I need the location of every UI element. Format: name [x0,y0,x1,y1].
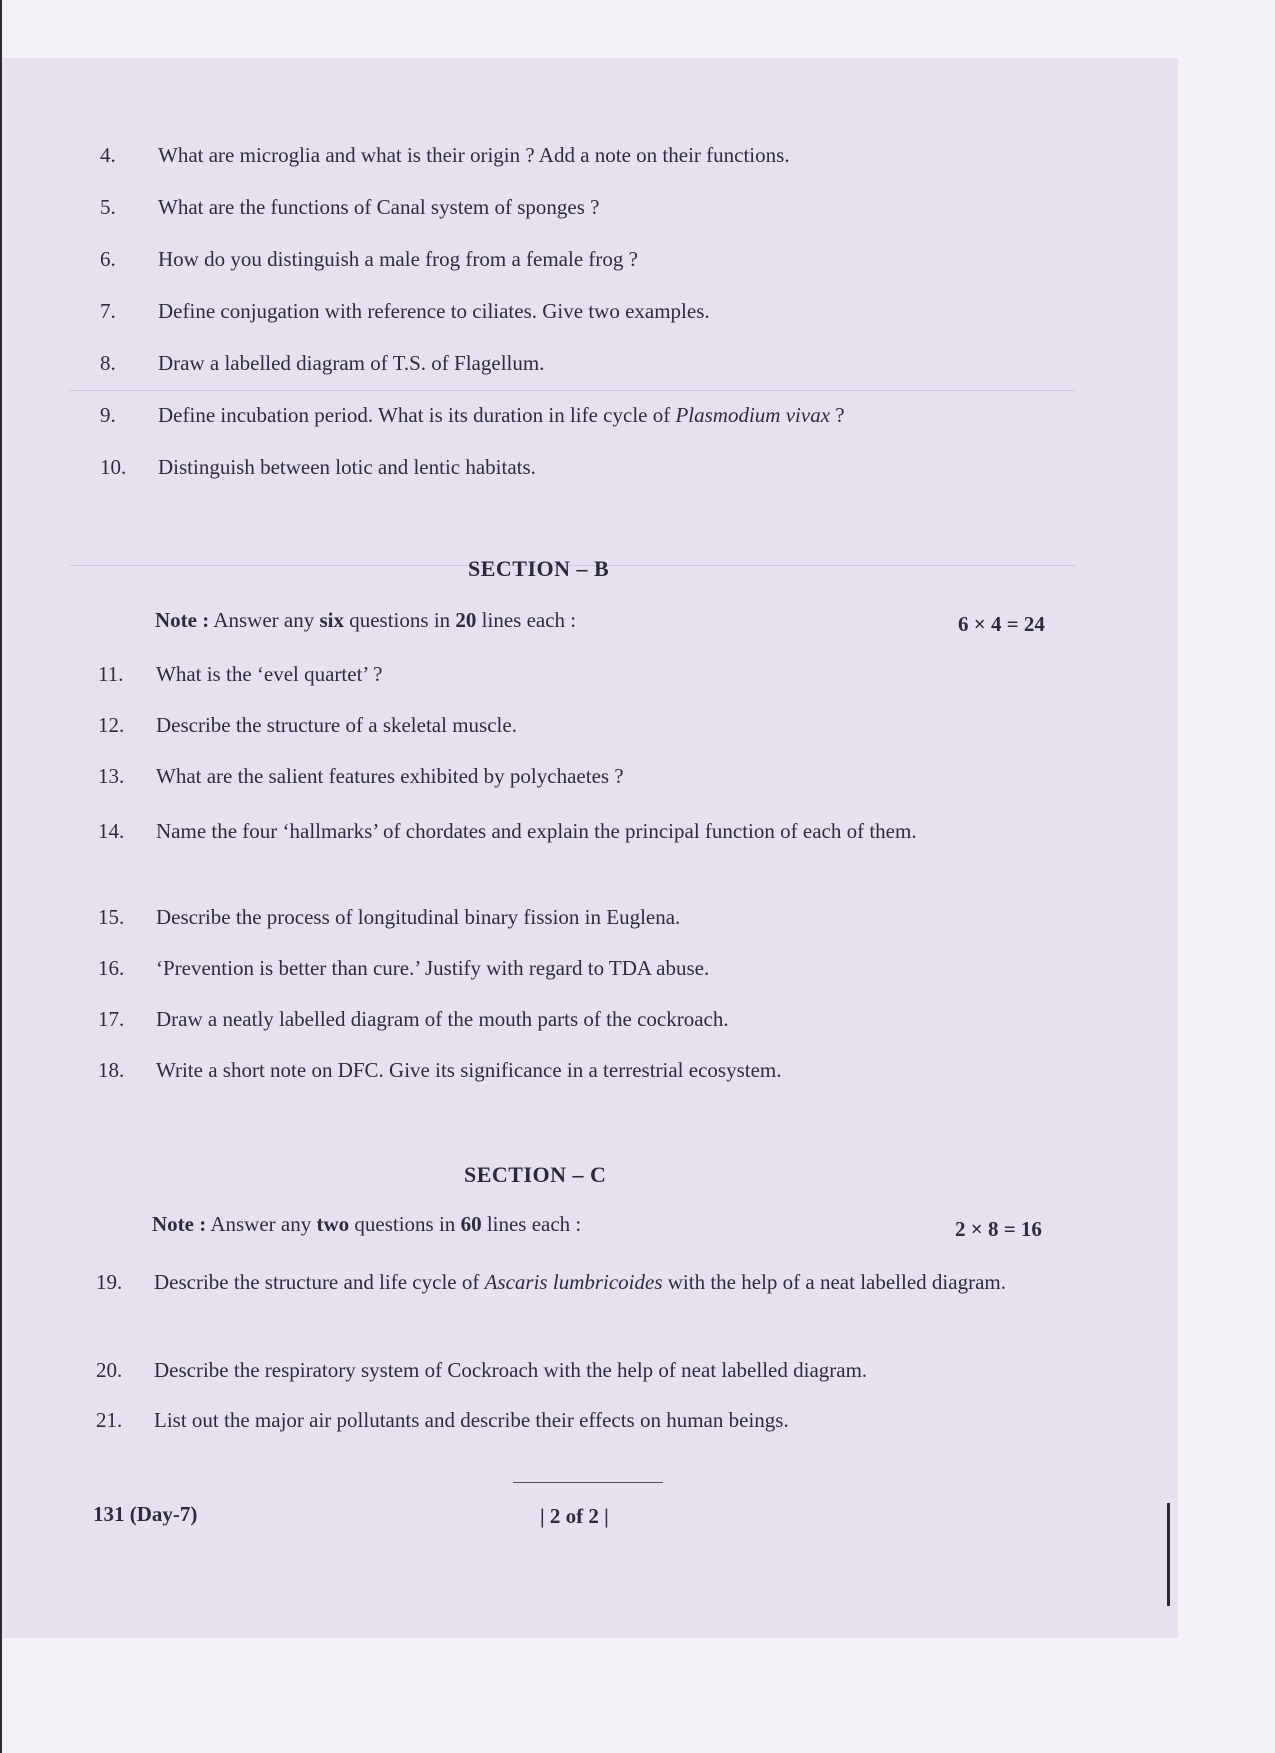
question-item [96,1353,1056,1387]
question-item [96,1403,1056,1437]
footer-divider [513,1482,663,1483]
question-text: ‘Prevention is better than cure.’ Justify with regard to TDA abuse. [156,956,710,980]
section-c-heading: SECTION – C [464,1162,607,1187]
question-item [96,1265,1056,1333]
page-number: | 2 of 2 | [540,1504,609,1528]
question-text: Write a short note on DFC. Give its significance in a terrestrial ecosystem. [156,1058,782,1082]
question-number: 4. [100,143,116,167]
faint-scan-line [70,390,1075,391]
question-item [100,242,1060,276]
question-text: Draw a neatly labelled diagram of the mouth parts of the cockroach. [156,1007,729,1031]
question-text: What are the salient features exhibited by polychaetes ? [156,764,624,788]
question-text: Describe the structure of a skeletal muscle. [156,713,517,737]
section-b-note: Note : Answer any six questions in 20 lines each : [155,608,577,632]
question-item [100,190,1060,224]
question-number: 18. [98,1058,125,1082]
question-number: 20. [96,1358,123,1382]
question-number: 13. [98,764,125,788]
section-c-marks: 2 × 8 = 16 [955,1217,1042,1241]
question-text: Define incubation period. What is its duration in life cycle of Plasmodium vivax ? [158,403,845,427]
species-name: Ascaris lumbricoides [484,1270,663,1294]
question-item [98,951,1058,985]
question-number: 9. [100,403,116,427]
question-item [100,138,1060,172]
question-text: Describe the respiratory system of Cockroach with the help of neat labelled diagram. [154,1358,868,1382]
question-number: 5. [100,195,116,219]
question-item [98,657,1058,691]
question-text: What are microglia and what is their origin ? Add a note on their functions. [158,143,790,167]
question-text: Draw a labelled diagram of T.S. of Flagellum. [158,351,545,375]
scan-right-mark [1167,1503,1170,1606]
question-number: 16. [98,956,125,980]
question-number: 14. [98,819,125,843]
question-number: 19. [96,1270,123,1294]
question-item [98,1002,1058,1036]
question-item [100,450,1060,484]
question-number: 8. [100,351,116,375]
question-text: Describe the structure and life cycle of Ascaris lumbricoides with the help of a neat labelled diagram. [154,1270,1006,1294]
question-number: 15. [98,905,125,929]
question-number: 21. [96,1408,123,1432]
scan-left-edge [0,0,2,1753]
question-item [100,346,1060,380]
species-name: Plasmodium vivax [675,403,831,427]
question-text: What are the functions of Canal system of sponges ? [158,195,600,219]
section-c-note: Note : Answer any two questions in 60 lines each : [152,1212,582,1236]
question-item [98,900,1058,934]
question-text: Distinguish between lotic and lentic habitats. [158,455,536,479]
section-b-marks: 6 × 4 = 24 [958,612,1045,636]
question-item [100,398,1060,432]
question-text: Name the four ‘hallmarks’ of chordates and explain the principal function of each of them. [156,819,917,843]
question-item [100,294,1060,328]
question-number: 6. [100,247,116,271]
question-text: What is the ‘evel quartet’ ? [156,662,383,686]
question-item [98,708,1058,742]
question-item [98,814,1058,882]
question-item [98,1053,1058,1087]
question-text: Define conjugation with reference to ciliates. Give two examples. [158,299,710,323]
question-text: Describe the process of longitudinal binary fission in Euglena. [156,905,681,929]
question-number: 12. [98,713,125,737]
question-number: 7. [100,299,116,323]
paper-code: 131 (Day-7) [93,1502,198,1526]
question-text: How do you distinguish a male frog from a female frog ? [158,247,638,271]
question-number: 11. [98,662,124,686]
question-number: 10. [100,455,127,479]
question-number: 17. [98,1007,125,1031]
question-item [98,759,1058,793]
question-text: List out the major air pollutants and describe their effects on human beings. [154,1408,789,1432]
section-b-heading: SECTION – B [468,556,610,581]
